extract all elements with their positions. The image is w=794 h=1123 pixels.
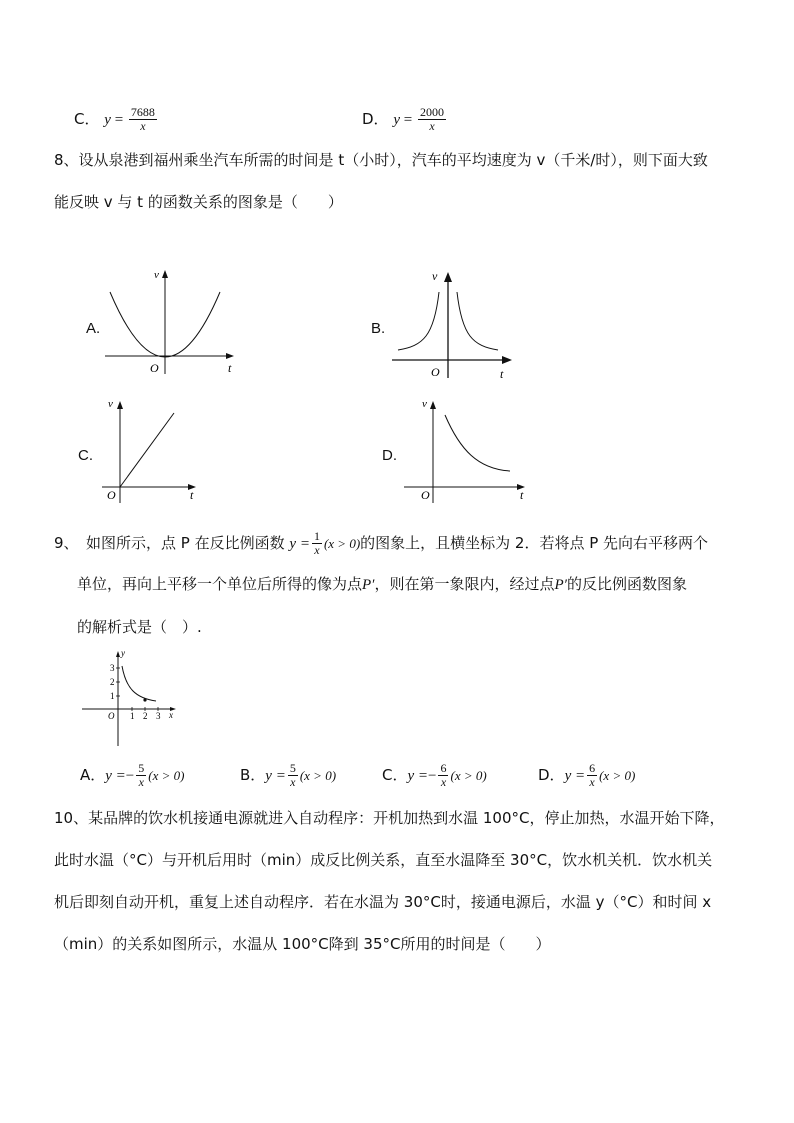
q8-b-v-arrow xyxy=(444,272,452,282)
q9-line-1-end: 的图象上，且横坐标为 2．若将点 P 先向右平移两个 xyxy=(360,534,709,552)
q9-c-numerator: 6 xyxy=(440,761,447,775)
q9-d-fraction xyxy=(587,762,597,789)
q9-d-condition: (x > 0) xyxy=(599,768,636,783)
q9-y-arrow xyxy=(116,651,120,657)
q8-a-t-label: t xyxy=(228,361,232,375)
q9-line-2-mid: ，则在第一象限内，经过点 xyxy=(374,575,555,593)
q9-x-label: x xyxy=(169,710,173,720)
q7-d-eq: = xyxy=(400,112,416,128)
q9-line-2-end: 的反比例函数图象 xyxy=(566,575,687,593)
q9-y-tick-label-3: 3 xyxy=(110,663,115,673)
q9-line-3: 的解析式是（ ）. xyxy=(77,618,202,636)
q7-option-d xyxy=(362,106,448,133)
q9-d-numerator: 6 xyxy=(589,761,596,775)
q9-line-2 xyxy=(77,574,687,595)
q8-c-t-label: t xyxy=(190,488,194,502)
q9-point-p xyxy=(143,698,146,701)
q9-d-denominator: x xyxy=(589,775,595,789)
q9-func-y: y = xyxy=(289,536,310,552)
q9-x-tick-label-1: 1 xyxy=(130,711,135,721)
q9-b-numerator: 5 xyxy=(289,761,296,775)
q8-d-t-label: t xyxy=(520,488,524,502)
q8-b-t-arrow xyxy=(502,356,512,364)
q8-option-d-label: D. xyxy=(382,447,397,464)
q9-option-b-label: B． xyxy=(240,766,266,784)
q9-curve xyxy=(122,666,156,701)
q9-y-tick-label-1: 1 xyxy=(110,691,115,701)
q8-c-line xyxy=(120,413,174,487)
q9-line-1-start: 9、 如图所示，点 P 在反比例函数 xyxy=(54,534,285,552)
q8-graph-b xyxy=(388,266,518,382)
q9-d-y: y = xyxy=(564,768,586,784)
q9-y-tick-label-2: 2 xyxy=(110,677,115,687)
q9-x-tick-label-2: 2 xyxy=(143,711,148,721)
q8-graph-d xyxy=(400,395,532,507)
q7-c-fraction xyxy=(129,106,157,133)
q7-c-denominator: x xyxy=(140,119,146,133)
q8-line-2: 能反映 v 与 t 的函数关系的图象是（ ） xyxy=(54,193,343,211)
q9-origin: O xyxy=(108,711,115,721)
q7-option-c xyxy=(74,106,159,133)
q10-line-3: 机后即刻自动开机，重复上述自动程序．若在水温为 30°C时，接通电源后，水温 y（°C）和时间 x xyxy=(54,893,712,911)
q8-a-v-arrow xyxy=(162,270,168,278)
q9-b-condition: (x > 0) xyxy=(299,768,337,783)
q9-c-denominator: x xyxy=(440,775,447,789)
q8-c-v-arrow xyxy=(117,401,123,409)
q8-b-curve-right xyxy=(457,292,498,350)
q9-b-y: y = xyxy=(265,768,286,784)
q8-b-origin: O xyxy=(431,365,440,379)
q8-d-origin: O xyxy=(421,488,430,502)
q8-c-origin: O xyxy=(107,488,116,502)
q9-c-fraction xyxy=(438,762,448,789)
q8-b-curve-left xyxy=(398,292,439,350)
q9-x-tick-label-3: 3 xyxy=(156,711,161,721)
q9-c-condition: (x > 0) xyxy=(450,768,487,783)
q9-y-label: y xyxy=(121,648,125,658)
q9-pprime-1: P′ xyxy=(362,577,375,593)
q8-d-v-arrow xyxy=(430,401,436,409)
q7-c-eq: = xyxy=(110,112,127,128)
q8-option-c-label: C. xyxy=(78,447,93,464)
q9-a-denominator: x xyxy=(138,775,144,789)
q7-d-fraction xyxy=(418,106,446,133)
q9-a-y: y = xyxy=(105,768,126,784)
q9-option-b xyxy=(240,762,336,789)
q8-d-v-label: v xyxy=(422,398,427,410)
q7-c-y: y xyxy=(104,112,111,128)
q9-c-sign: − xyxy=(428,768,437,784)
q9-line-2-start: 单位，再向上平移一个单位后所得的像为点 xyxy=(77,575,363,593)
q9-func-denominator: x xyxy=(314,543,320,557)
q9-c-y: y = xyxy=(407,768,429,784)
q8-a-origin: O xyxy=(150,361,159,375)
q8-c-v-label: v xyxy=(108,398,113,410)
q9-a-numerator: 5 xyxy=(138,761,145,775)
q9-pprime-2: P′ xyxy=(554,577,567,593)
q7-d-numerator: 2000 xyxy=(419,105,444,119)
q8-graph-c xyxy=(100,395,205,507)
q8-a-t-arrow xyxy=(226,353,234,359)
q9-option-c xyxy=(382,762,487,789)
q9-graph xyxy=(80,648,180,748)
q8-d-curve xyxy=(445,415,510,471)
q9-option-a xyxy=(80,762,184,789)
q10-line-2: 此时水温（°C）与开机后用时（min）成反比例关系，直至水温降至 30°C，饮水机关机．饮水机关 xyxy=(54,851,713,869)
q7-d-denominator: x xyxy=(429,119,435,133)
q8-a-v-label: v xyxy=(154,269,159,281)
q8-graph-a xyxy=(100,262,245,380)
q7-option-c-label: C． xyxy=(74,110,100,128)
q10-line-1: 10、某品牌的饮水机接通电源就进入自动程序：开机加热到水温 100°C，停止加热，水温开始下降， xyxy=(54,809,725,827)
q9-b-fraction xyxy=(288,762,298,789)
q9-option-c-label: C． xyxy=(382,766,408,784)
q10-line-4: （min）的关系如图所示，水温从 100°C降到 35°C所用的时间是（ ） xyxy=(54,935,551,953)
q7-option-d-label: D． xyxy=(362,110,389,128)
q9-option-d-label: D． xyxy=(538,766,565,784)
q9-func-fraction xyxy=(312,530,322,557)
q9-func-numerator: 1 xyxy=(313,529,320,543)
q8-option-b-label: B. xyxy=(371,320,386,337)
q9-line-1 xyxy=(54,530,708,557)
q7-c-numerator: 7688 xyxy=(130,105,155,119)
q9-a-condition: (x > 0) xyxy=(148,768,185,783)
q8-option-a-label: A. xyxy=(86,320,101,337)
q8-line-1: 8、设从泉港到福州乘坐汽车所需的时间是 t（小时），汽车的平均速度为 v（千米/时），则下面大致 xyxy=(54,151,708,169)
q8-b-v-label: v xyxy=(432,269,438,283)
q9-b-denominator: x xyxy=(290,775,296,789)
q9-option-a-label: A． xyxy=(80,766,106,784)
q9-func-condition: (x > 0) xyxy=(323,536,361,551)
q8-b-t-label: t xyxy=(500,367,504,381)
q9-a-fraction xyxy=(136,762,146,789)
q7-d-y: y xyxy=(393,112,401,128)
q9-a-sign: − xyxy=(125,768,135,784)
q9-option-d xyxy=(538,762,635,789)
